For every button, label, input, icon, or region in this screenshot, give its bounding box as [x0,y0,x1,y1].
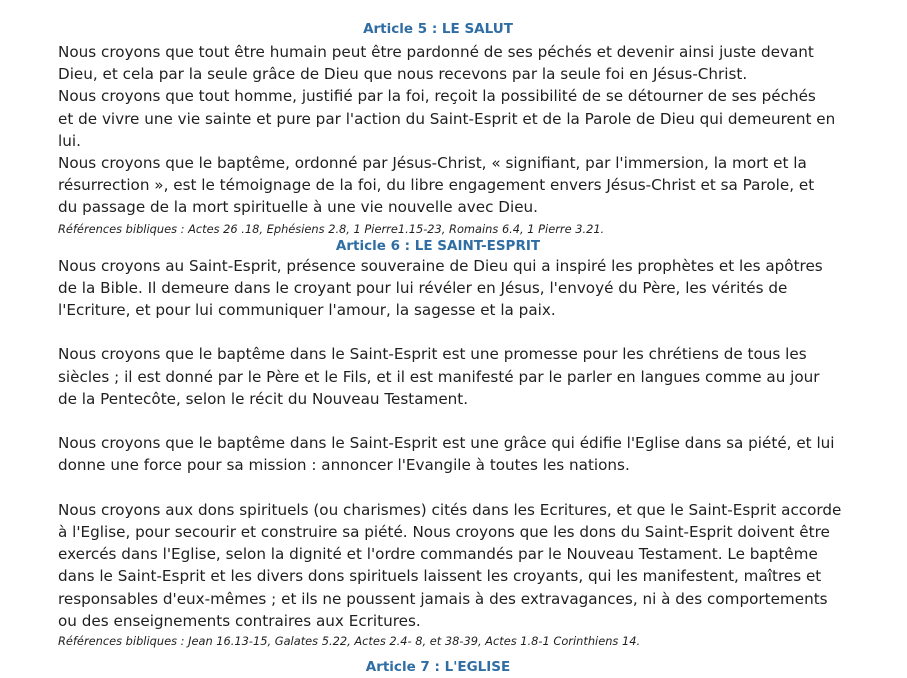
article-6-paragraph-4 [58,499,842,632]
article-5-body [58,41,836,219]
article-5-heading: Article 5 : LE SALUT [363,21,513,37]
article-7-heading: Article 7 : L'EGLISE [365,659,511,675]
article-6-paragraph-1 [58,255,823,322]
article-6-line: responsables d'eux-mêmes ; et ils ne poussent jamais à des extravagances, ni à des comportements [58,589,828,608]
article-6-line: de la Bible. Il demeure dans le croyant pour lui révéler en Jésus, l'envoyé du Père, les vérités de [58,278,788,297]
paragraph-spacer [58,410,818,432]
article-6-line: ou des enseignements contraires aux Ecritures. [58,611,421,630]
article-6-line: Nous croyons que le baptême dans le Saint-Esprit est une grâce qui édifie l'Eglise dans sa piété, et lui [58,434,835,453]
article-6-line: à l'Eglise, pour secourir et construire sa piété. Nous croyons que les dons du Saint-Esprit doivent être [58,523,830,542]
article-6-line: Nous croyons au Saint-Esprit, présence souveraine de Dieu qui a inspiré les prophètes et les apôtres [58,256,823,275]
article-5-line: Nous croyons que tout homme, justifié par la foi, reçoit la possibilité de se détourner de ses péchés [58,87,816,106]
article-6-line: siècles ; il est donné par le Père et le Fils, et il est manifesté par le parler en langues comme au jour [58,367,820,386]
article-5-line: Dieu, et cela par la seule grâce de Dieu que nous recevons par la seule foi en Jésus-Christ. [58,65,748,84]
article-6-line: dans le Saint-Esprit et les divers dons spirituels laissent les croyants, qui les manifestent, maîtres et [58,567,822,586]
article-6-paragraph-2 [58,343,818,410]
article-6-heading: Article 6 : LE SAINT-ESPRIT [335,237,541,254]
article-6-references: Références bibliques : Jean 16.13-15, Galates 5.22, Actes 2.4- 8, et 38-39, Actes 1.8-1 Corinthiens 14. [58,634,641,649]
article-6-line: l'Ecriture, et pour lui communiquer l'amour, la sagesse et la paix. [58,301,556,320]
document-page [58,20,842,649]
article-6-line: Nous croyons que le baptême dans le Saint-Esprit est une promesse pour les chrétiens de tous les [58,345,807,364]
article-6-line: de la Pentecôte, selon le récit du Nouveau Testament. [58,389,469,408]
article-5-line: Nous croyons que tout être humain peut être pardonné de ses péchés et devenir ainsi juste devant [58,43,814,61]
paragraph-spacer [58,321,818,343]
article-6-line: Nous croyons aux dons spirituels (ou charismes) cités dans les Ecritures, et que le Saint-Esprit accorde [58,500,842,519]
article-5-line: résurrection », est le témoignage de la foi, du libre engagement envers Jésus-Christ et sa Parole, et [58,176,815,195]
article-5-line: Nous croyons que le baptême, ordonné par Jésus-Christ, « signifiant, par l'immersion, la mort et la [58,154,807,173]
paragraph-spacer [58,477,818,499]
article-6-line: donne une force pour sa mission : annoncer l'Evangile à toutes les nations. [58,456,630,475]
article-5-line: du passage de la mort spirituelle à une vie nouvelle avec Dieu. [58,198,538,217]
article-6-paragraph-3 [58,432,835,476]
article-6-line: exercés dans l'Eglise, selon la dignité et l'ordre commandés par le Nouveau Testament. Le baptême [58,545,818,564]
article-5-references: Références bibliques : Actes 26 .18, Ephésiens 2.8, 1 Pierre1.15-23, Romains 6.4, 1 Pierre 3.21. [58,221,605,236]
article-5-line: lui. [58,131,81,150]
article-5-line: et de vivre une vie sainte et pure par l'action du Saint-Esprit et de la Parole de Dieu qui demeurent en [58,109,836,128]
